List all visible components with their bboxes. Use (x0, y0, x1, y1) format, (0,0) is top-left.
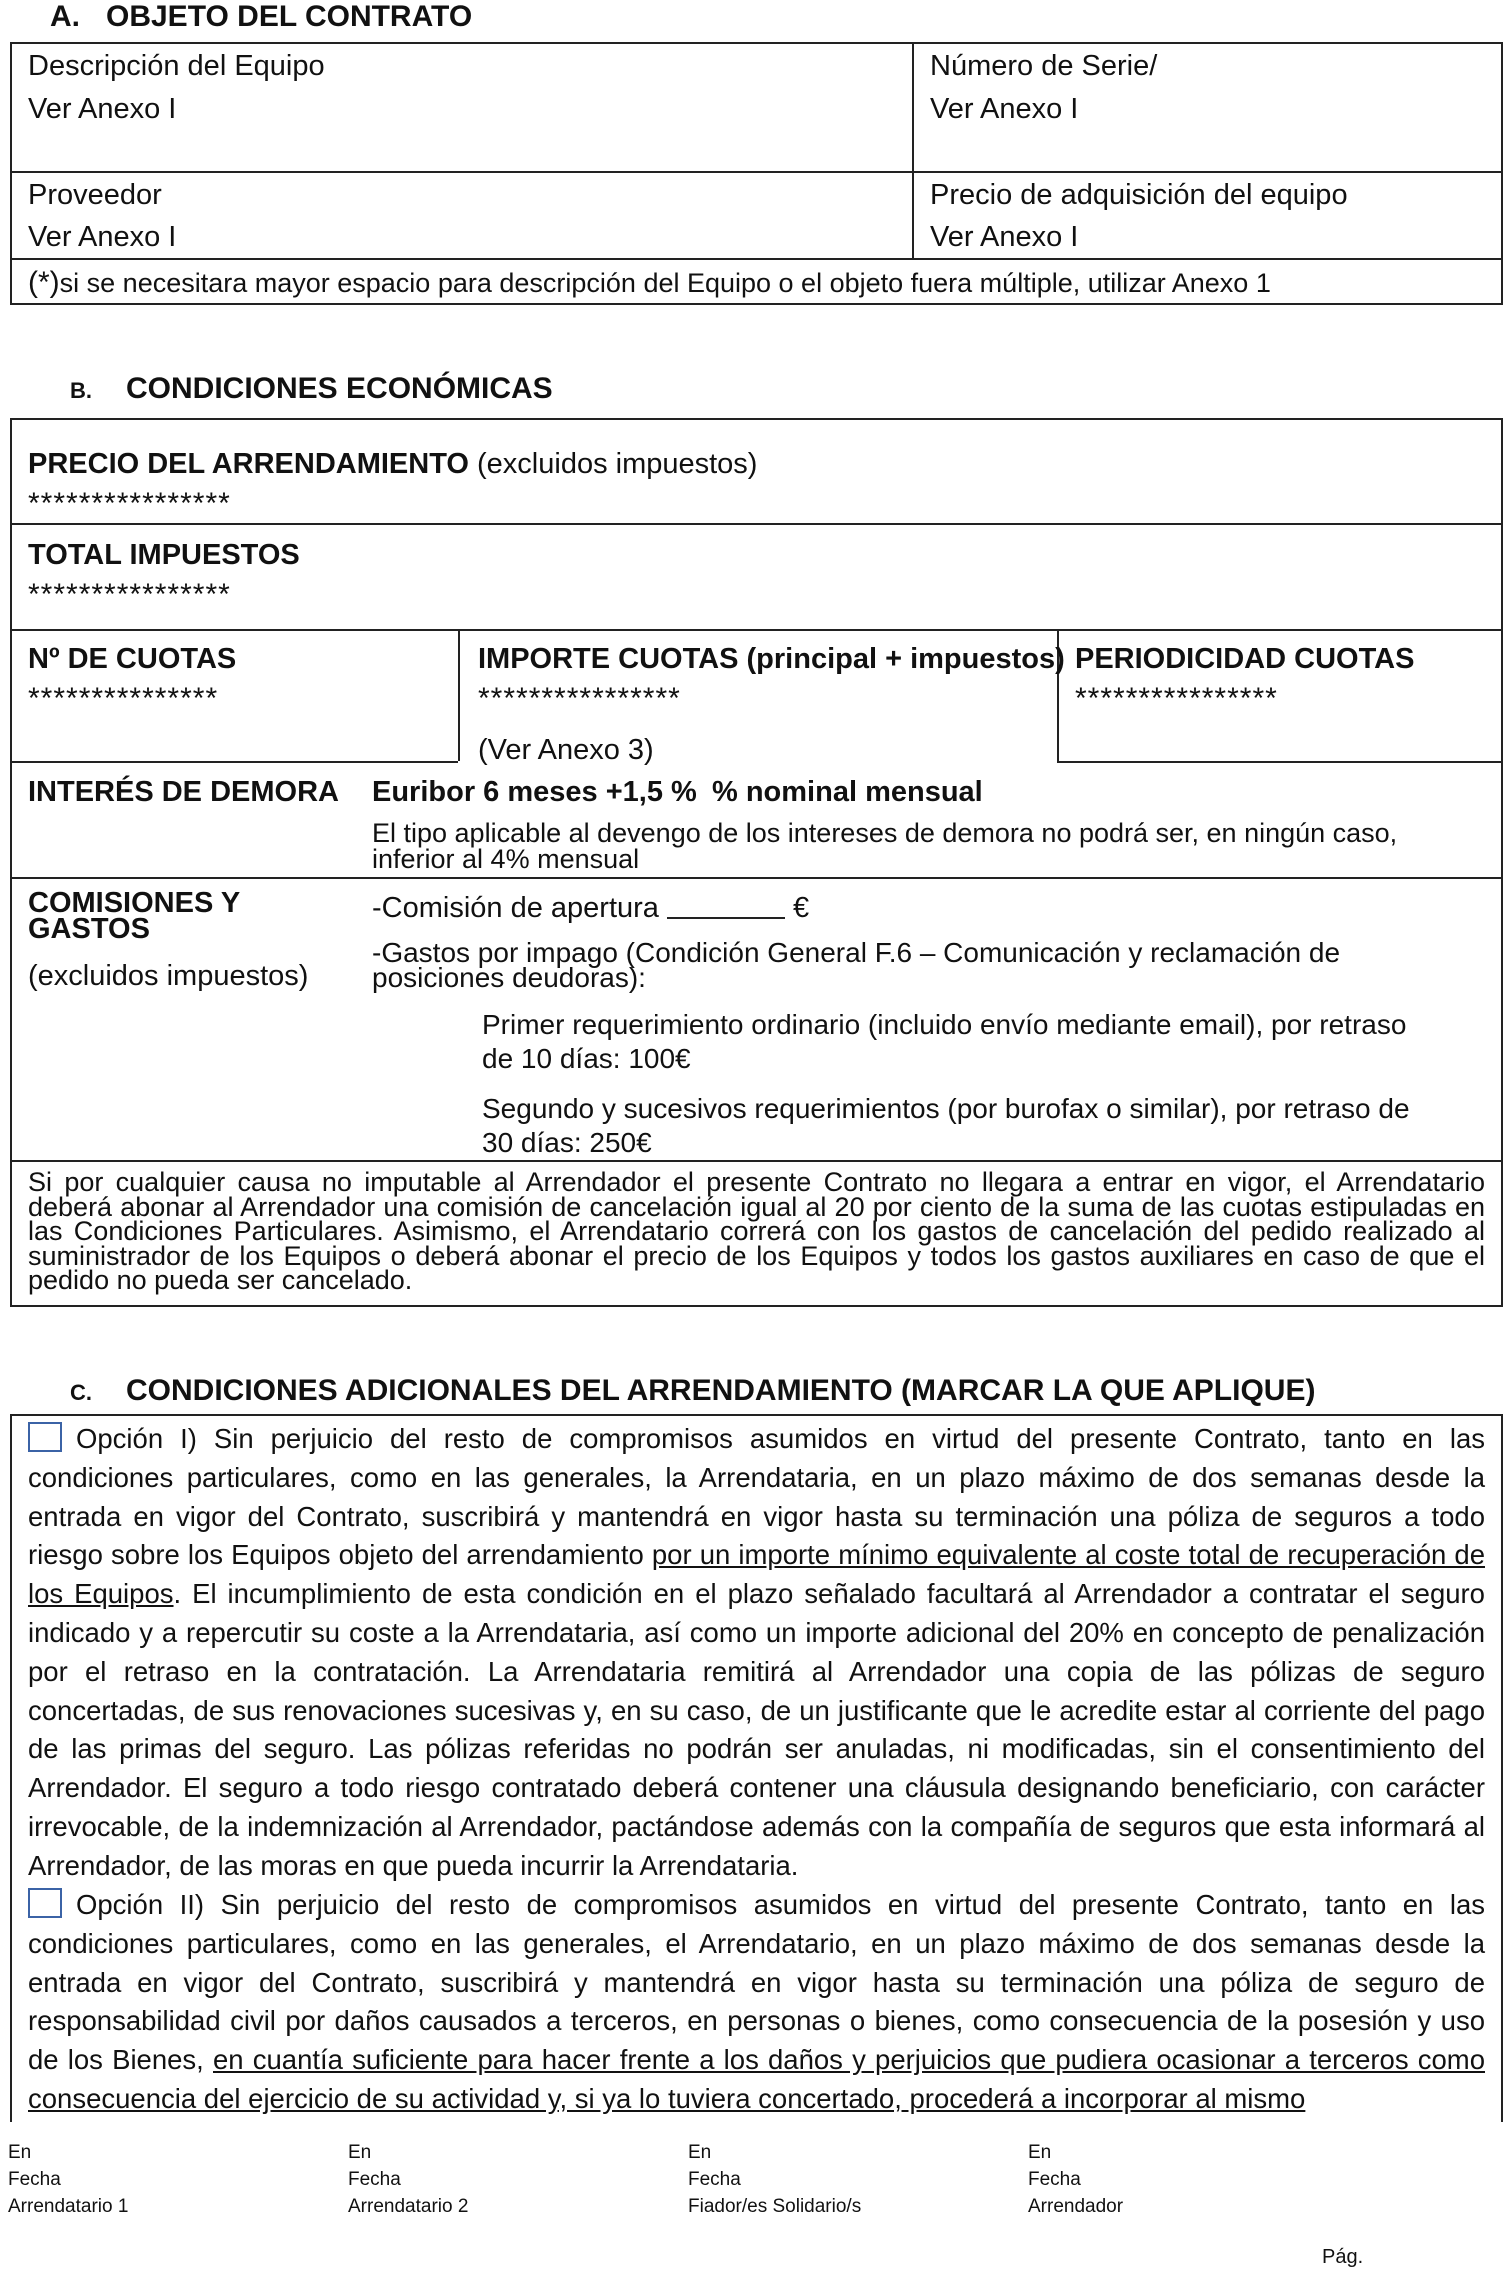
divider (10, 761, 458, 763)
importe-cuotas-note: (Ver Anexo 3) (478, 734, 654, 766)
op1-underlined: por un importe mínimo equivalente al coste total de recuperación de los Equipos (28, 1539, 1485, 1610)
divider (10, 1160, 1503, 1162)
precio-arrendamiento-value: **************** (28, 487, 231, 520)
divider (458, 629, 460, 761)
section-a-title (50, 0, 472, 34)
importe-cuotas-label: IMPORTE CUOTAS (principal + impuestos) (478, 643, 1065, 675)
signature-block-1 (8, 2139, 128, 2220)
op1-text-a: Opción I) Sin perjuicio del resto de compromisos asumidos en virtud del presente Contrato, tanto en las condiciones particulares, como en las generales, la Arrendataria, en un plazo máximo de dos semanas desde la entrada en vigor del Contrato, suscribirá y mantendrá en vigor hasta su terminación una póliza de seguros a todo riesgo sobre los Equipos objeto del arrendamiento (28, 1423, 1485, 1571)
req1-line2: de 10 días: 100€ (482, 1043, 691, 1074)
op2-text-a: Opción II) Sin perjuicio del resto de compromisos asumidos en virtud del presente Contrato, tanto en las condiciones particulares, como en las generales, el Arrendatario, en un plazo máximo de dos semanas desde la entrada en vigor del Contrato, suscribirá y mantendrá en vigor hasta su terminación una póliza de seguro de responsabilidad civil por daños causados a terceros, en personas o bienes, como consecuencia de la posesión y uso de los Bienes, (28, 1889, 1485, 2076)
demora-note-1: El tipo aplicable al devengo de los intereses de demora no podrá ser, en ningún caso, (372, 818, 1398, 848)
page-number-label: Pág. (1322, 2246, 1364, 2268)
precio-adq-label: Precio de adquisición del equipo (930, 179, 1348, 211)
sig-role: Arrendador (1028, 2196, 1124, 2217)
apertura-text: -Comisión de apertura (372, 892, 659, 924)
sig-en: En (688, 2142, 712, 2163)
req2-line1: Segundo y sucesivos requerimientos (por burofax o similar), por retraso de (482, 1093, 1410, 1124)
comision-apertura (372, 887, 809, 930)
section-c-letter: C. (70, 1380, 92, 1405)
num-cuotas-value: *************** (28, 682, 219, 715)
demora-note-2: inferior al 4% mensual (372, 844, 640, 874)
total-impuestos-label: TOTAL IMPUESTOS (28, 539, 300, 571)
sig-role: Arrendatario 2 (348, 2196, 469, 2217)
annex-note (28, 261, 1271, 305)
proveedor-label: Proveedor (28, 179, 162, 211)
section-a-letter: A. (50, 0, 80, 33)
comisiones-label-1: COMISIONES Y (28, 887, 241, 919)
importe-cuotas-value: **************** (478, 682, 681, 715)
signature-block-3 (688, 2139, 861, 2220)
section-c-title (70, 1374, 1315, 1408)
proveedor-value: Ver Anexo I (28, 221, 177, 253)
section-c-title-text: CONDICIONES ADICIONALES DEL ARRENDAMIENTO (MARCAR LA QUE APLIQUE) (126, 1374, 1316, 1407)
sig-role: Fiador/es Solidario/s (688, 2196, 862, 2217)
interes-demora-rate: Euribor 6 meses +1,5 % (372, 776, 697, 808)
comisiones-sub: (excluidos impuestos) (28, 960, 309, 992)
sig-en: En (8, 2142, 32, 2163)
equipo-label: Descripción del Equipo (28, 50, 325, 82)
req1-line1: Primer requerimiento ordinario (incluido envío mediante email), por retraso (482, 1009, 1407, 1040)
sig-en: En (1028, 2142, 1052, 2163)
cancelacion-clause: Si por cualquier causa no imputable al Arrendador el presente Contrato no llegara a entrar en vigor, el Arrendatario deberá abonar al Arrendador una comisión de cancelación igual al 20 por ciento de la suma de las cuotas estipuladas en las Condiciones Particulares. Asimismo, el Arrendatario correrá con los gastos de cancelación del pedido realizado al suministrador de los Equipos o deberá abonar el precio de los Equipos y todos los gastos auxiliares en caso de que el pedido no pueda ser cancelado. (28, 1167, 1485, 1295)
divider (912, 42, 914, 258)
divider (10, 258, 1503, 260)
sig-fecha: Fecha (8, 2169, 61, 2190)
opcion-1-paragraph (28, 1420, 1485, 1886)
opcion-1-checkbox[interactable] (28, 1422, 62, 1452)
periodicidad-value: **************** (1075, 682, 1278, 715)
divider (10, 629, 1503, 631)
signature-block-2 (348, 2139, 468, 2220)
sig-role: Arrendatario 1 (8, 2196, 129, 2217)
currency-symbol: € (793, 892, 810, 924)
divider (1057, 761, 1503, 763)
opcion-2-paragraph (28, 1886, 1485, 2119)
req2-line2: 30 días: 250€ (482, 1127, 652, 1158)
sig-fecha: Fecha (1028, 2169, 1081, 2190)
precio-adq-value: Ver Anexo I (930, 221, 1079, 253)
precio-arr-label-text: PRECIO DEL ARRENDAMIENTO (28, 448, 469, 480)
signature-block-4 (1028, 2139, 1123, 2220)
section-b-title (70, 372, 553, 406)
sig-fecha: Fecha (688, 2169, 741, 2190)
apertura-blank-field[interactable] (667, 893, 785, 919)
section-b-letter: B. (70, 378, 92, 403)
periodicidad-label: PERIODICIDAD CUOTAS (1075, 643, 1415, 675)
total-impuestos-value: **************** (28, 578, 231, 611)
precio-arr-suffix: (excluidos impuestos) (477, 448, 758, 480)
interes-demora-label: INTERÉS DE DEMORA (28, 776, 339, 808)
sig-en: En (348, 2142, 372, 2163)
serie-value: Ver Anexo I (930, 93, 1079, 125)
op1-text-b: . El incumplimiento de esta condición en el plazo señalado facultará al Arrendador a contratar el seguro indicado y a repercutir su coste a la Arrendataria, así como un importe adicional del 20% en concepto de penalización por el retraso en la contratación. La Arrendataria remitirá al Arrendador una copia de las pólizas de seguro concertadas, de sus renovaciones sucesivas y, en su caso, de un justificante que le acredite estar al corriente del pago de las primas del seguro. Las pólizas referidas no podrán ser anuladas, ni modificadas, sin el consentimiento del Arrendador. El seguro a todo riesgo contratado deberá contener una cláusula designando beneficiario, con carácter irrevocable, de la indemnización al Arrendador, pactándose además con la compañía de seguros que esta informará al Arrendador, de las moras en que pueda incurrir la Arrendataria. (28, 1578, 1485, 1881)
note-prefix: (*) (28, 266, 60, 299)
precio-arrendamiento-label (28, 443, 757, 486)
note-text: si se necesitara mayor espacio para descripción del Equipo o el objeto fuera múltiple, utilizar Anexo 1 (59, 268, 1271, 298)
equipo-value: Ver Anexo I (28, 93, 177, 125)
serie-label: Número de Serie/ (930, 50, 1158, 82)
comisiones-label-2: GASTOS (28, 913, 150, 945)
section-a-title-text: OBJETO DEL CONTRATO (106, 0, 473, 33)
gastos-impago-1: -Gastos por impago (Condición General F.6 – Comunicación y reclamación de (372, 937, 1341, 968)
op2-underlined: en cuantía suficiente para hacer frente a los daños y perjuicios que pudiera ocasionar a terceros como consecuencia del ejercicio de su actividad y, si ya lo tuviera concertado, procederá a incorporar al mismo (28, 2044, 1485, 2114)
gastos-impago-2: posiciones deudoras): (372, 962, 646, 993)
section-b-title-text: CONDICIONES ECONÓMICAS (126, 372, 553, 405)
divider (10, 523, 1503, 525)
sig-fecha: Fecha (348, 2169, 401, 2190)
opcion-2-checkbox[interactable] (28, 1888, 62, 1918)
divider (10, 171, 1503, 173)
divider (10, 877, 1503, 879)
num-cuotas-label: Nº DE CUOTAS (28, 643, 237, 675)
interes-demora-unit: % nominal mensual (712, 776, 983, 808)
